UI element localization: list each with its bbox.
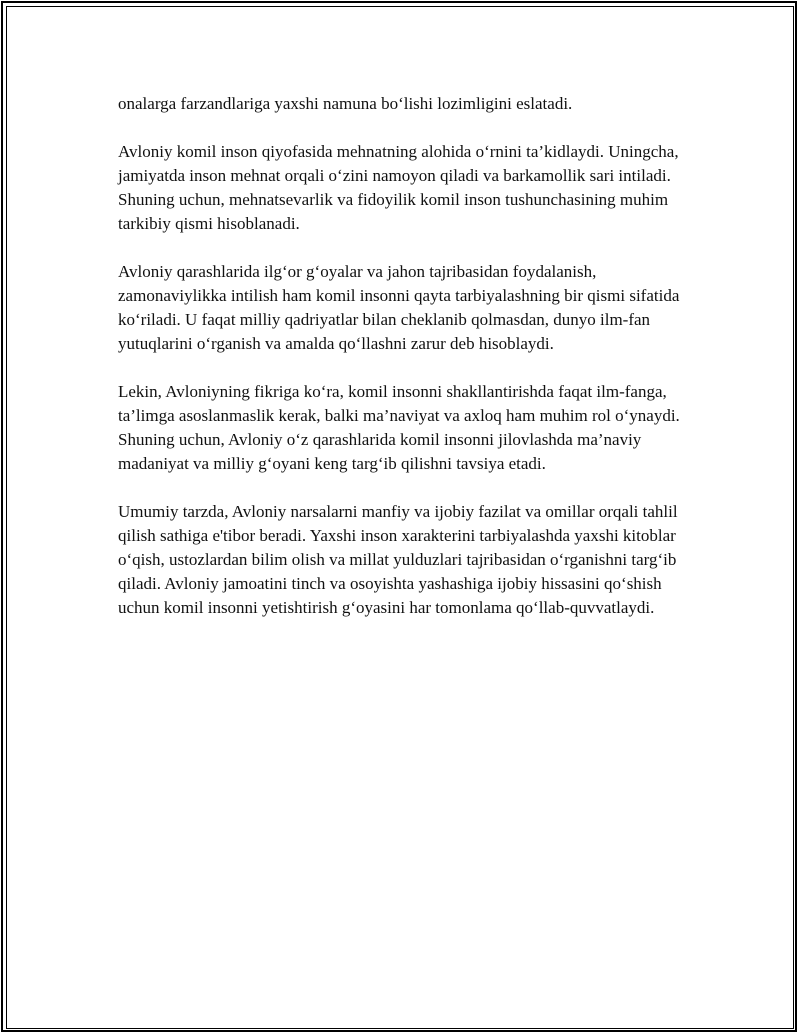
paragraph-conclusion: Umumiy tarzda, Avloniy narsalarni manfiy va ijobiy fazilat va omillar orqali tahlil qilish sathiga e'tibor beradi. Yaxshi inson xarakterini tarbiyalashda yaxshi kitoblar o‘qish, ustozlardan bilim olish va millat yulduzlari tajribasidan o‘rganishni targ‘ib qiladi. Avloniy jamoatini tinch va osoyishta yashashiga ijobiy hissasini qo‘shish uchun komil insonni yetishtirish g‘oyasini har tomonlama qo‘llab-quvvatlaydi.	[118, 502, 678, 617]
paragraph-progressive-ideas: Avloniy qarashlarida ilg‘or g‘oyalar va jahon tajribasidan foydalanish, zamonaviylikka intilish ham komil insonni qayta tarbiyalashning bir qismi sifatida ko‘riladi. U faqat milliy qadriyatlar bilan cheklanib qolmasdan, dunyo ilm-fan yutuqlarini o‘rganish va amalda qo‘llashni zarur deb hisoblaydi.	[118, 262, 680, 353]
paragraph-spirituality: Lekin, Avloniyning fikriga ko‘ra, komil insonni shakllantirishda faqat ilm-fanga, ta’limga asoslanmaslik kerak, balki ma’naviyat va axloq ham muhim rol o‘ynaydi. Shuning uchun, Avloniy o‘z qarashlarida komil insonni jilovlashda ma’naviy madaniyat va milliy g‘oyani keng targ‘ib qilishni tavsiya etadi.	[118, 382, 680, 473]
paragraph-labor-role: Avloniy komil inson qiyofasida mehnatning alohida o‘rnini ta’kidlaydi. Uningcha, jamiyatda inson mehnat orqali o‘zini namoyon qiladi va barkamollik sari intiladi. Shuning uchun, mehnatsevarlik va fidoyilik komil inson tushunchasining muhim tarkibiy qismi hisoblanadi.	[118, 142, 679, 233]
paragraph-continuation: onalarga farzandlariga yaxshi namuna bo‘lishi lozimligini eslatadi.	[118, 94, 573, 113]
document-body	[118, 92, 698, 644]
